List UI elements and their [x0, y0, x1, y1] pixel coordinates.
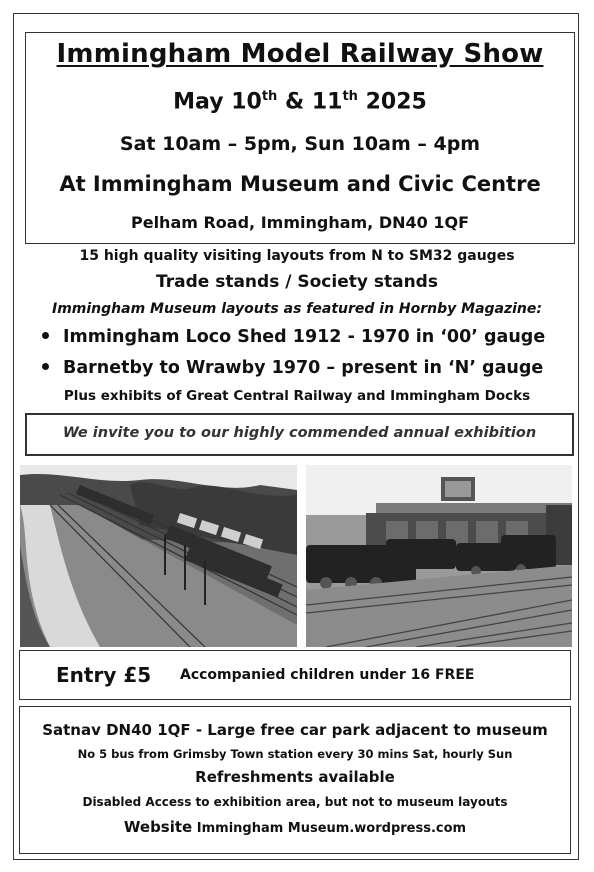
- website-label: Website: [123, 818, 193, 836]
- other-exhibits: Plus exhibits of Great Central Railway and Immingham Docks: [63, 388, 531, 404]
- venue: At Immingham Museum and Civic Centre: [59, 172, 541, 196]
- show-title: Immingham Model Railway Show: [56, 39, 544, 69]
- loco-shed-right-image: [306, 465, 572, 647]
- bullet-item-loco-shed: [42, 327, 545, 347]
- layout-photo-right: [306, 465, 572, 647]
- bullet-icon: [42, 363, 49, 370]
- date-part-1: May 10: [173, 89, 262, 115]
- railway-scene-left-image: [20, 465, 297, 647]
- date-part-3: 2025: [357, 89, 427, 115]
- disabled-access: Disabled Access to exhibition area, but not to museum layouts: [82, 795, 508, 809]
- date-part-2: & 11: [277, 89, 343, 115]
- invite-text: We invite you to our highly commended annual exhibition: [62, 425, 537, 441]
- entry-box: [19, 650, 571, 700]
- entry-price: Entry £5: [56, 663, 152, 687]
- bullet-item-barnetby: [42, 358, 543, 378]
- website-link[interactable]: Immingham Museum.wordpress.com: [192, 821, 467, 836]
- refreshments: Refreshments available: [195, 768, 395, 786]
- opening-times: Sat 10am – 5pm, Sun 10am – 4pm: [119, 133, 481, 155]
- bullet-text: Immingham Loco Shed 1912 - 1970 in ‘00’ gauge: [63, 327, 546, 347]
- website-line: [20, 817, 570, 836]
- address: Pelham Road, Immingham, DN40 1QF: [130, 213, 469, 232]
- bullet-icon: [42, 332, 49, 339]
- show-dates: [26, 89, 574, 114]
- bus-info: No 5 bus from Grimsby Town station every 30 mins Sat, hourly Sun: [77, 747, 513, 761]
- date-sup-2: th: [342, 89, 358, 104]
- info-box: [19, 706, 571, 854]
- layout-photo-left: [20, 465, 297, 647]
- invite-box: [25, 413, 574, 456]
- museum-layouts-intro: Immingham Museum layouts as featured in Hornby Magazine:: [52, 301, 542, 317]
- bullet-text: Barnetby to Wrawby 1970 – present in ‘N’ gauge: [63, 358, 544, 378]
- header-box: [25, 32, 575, 244]
- satnav-parking: Satnav DN40 1QF - Large free car park adjacent to museum: [42, 721, 548, 739]
- visiting-layouts: 15 high quality visiting layouts from N to SM32 gauges: [79, 248, 515, 264]
- date-sup-1: th: [261, 89, 278, 104]
- children-free: Accompanied children under 16 FREE: [180, 667, 475, 683]
- trade-stands: Trade stands / Society stands: [156, 272, 438, 292]
